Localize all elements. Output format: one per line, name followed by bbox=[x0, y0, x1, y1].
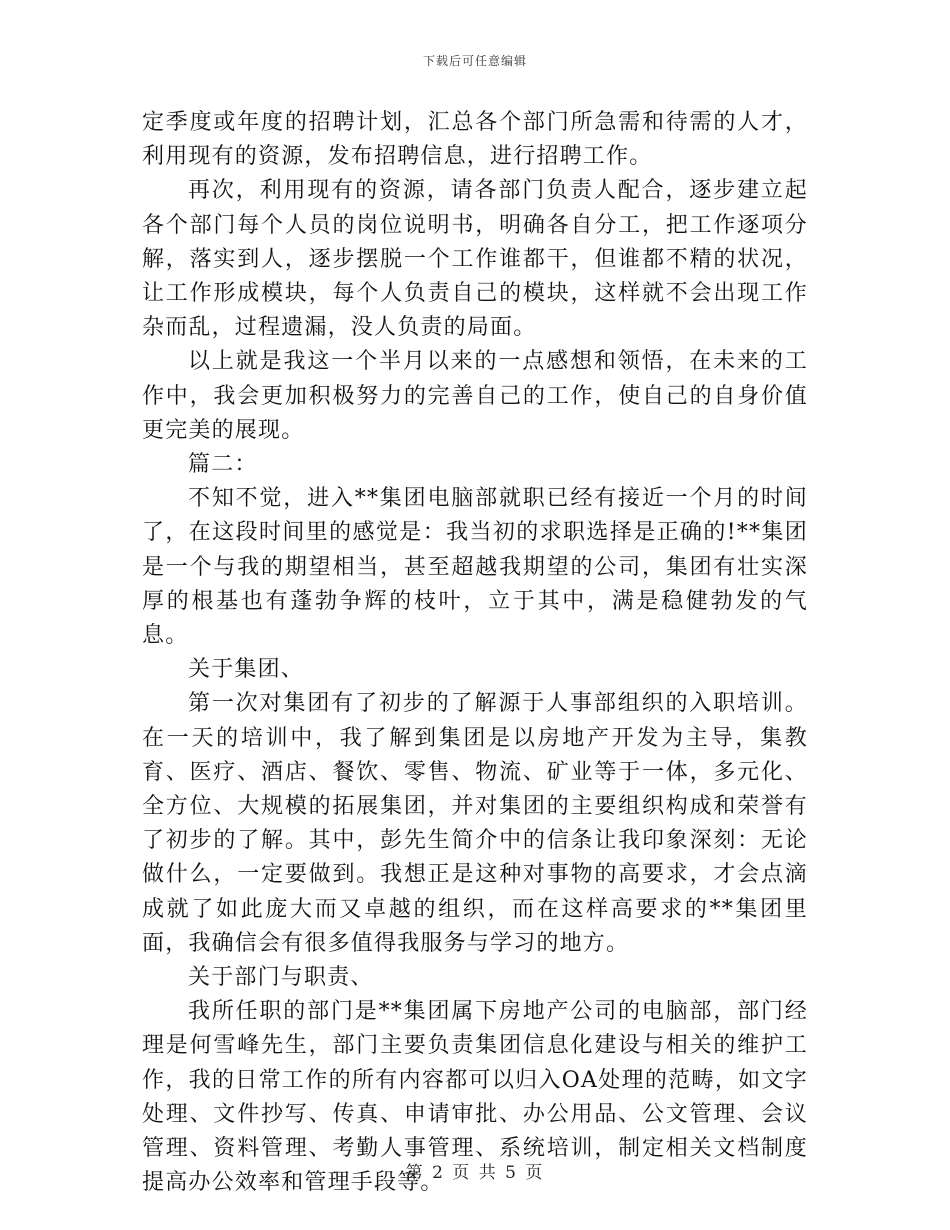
paragraph: 定季度或年度的招聘计划，汇总各个部门所急需和待需的人才，利用现有的资源，发布招聘信息，进行招聘工作。 bbox=[142, 110, 808, 170]
section-heading: 篇二： bbox=[188, 452, 258, 478]
page-header-note: 下载后可任意编辑 bbox=[422, 54, 527, 68]
section-heading: 关于集团、 bbox=[188, 657, 305, 683]
paragraph: 以上就是我这一个半月以来的一点感想和领悟，在未来的工作中，我会更加积极努力的完善自己的工作，使自己的自身价值更完美的展现。 bbox=[142, 349, 808, 443]
section-heading: 关于部门与职责、 bbox=[188, 965, 374, 991]
paragraph: 我所任职的部门是**集团属下房地产公司的电脑部，部门经理是何雪峰先生，部门主要负责集团信息化建设与相关的维护工作，我的日常工作的所有内容都可以归入OA处理的范畴，如文字处理、文件抄写、传真、申请审批、办公用品、公文管理、会议管理、资料管理、考勤人事管理、系统培训，制定相关文档制度提高办公效率和管理手段等。 bbox=[142, 999, 808, 1196]
paragraph: 第一次对集团有了初步的了解源于人事部组织的入职培训。在一天的培训中，我了解到集团是以房地产开发为主导，集教育、医疗、酒店、餐饮、零售、物流、矿业等于一体，多元化、全方位、大规模的拓展集团，并对集团的主要组织构成和荣誉有了初步的了解。其中，彭先生简介中的信条让我印象深刻：无论做什么，一定要做到。我想正是这种对事物的高要求，才会点滴成就了如此庞大而又卓越的组织，而在这样高要求的**集团里面，我确信会有很多值得我服务与学习的地方。 bbox=[142, 691, 808, 956]
page-number-footer: 第 2 页 共 5 页 bbox=[405, 1163, 545, 1183]
document-body bbox=[142, 106, 808, 1201]
paragraph: 再次，利用现有的资源，请各部门负责人配合，逐步建立起各个部门每个人员的岗位说明书，明确各自分工，把工作逐项分解，落实到人，逐步摆脱一个工作谁都干，但谁都不精的状况，让工作形成模块，每个人负责自己的模块，这样就不会出现工作杂而乱，过程遗漏，没人负责的局面。 bbox=[142, 178, 808, 341]
paragraph: 不知不觉，进入**集团电脑部就职已经有接近一个月的时间了，在这段时间里的感觉是：我当初的求职选择是正确的!**集团是一个与我的期望相当，甚至超越我期望的公司，集团有壮实深厚的根基也有蓬勃争辉的枝叶，立于其中，满是稳健勃发的气息。 bbox=[142, 486, 808, 649]
